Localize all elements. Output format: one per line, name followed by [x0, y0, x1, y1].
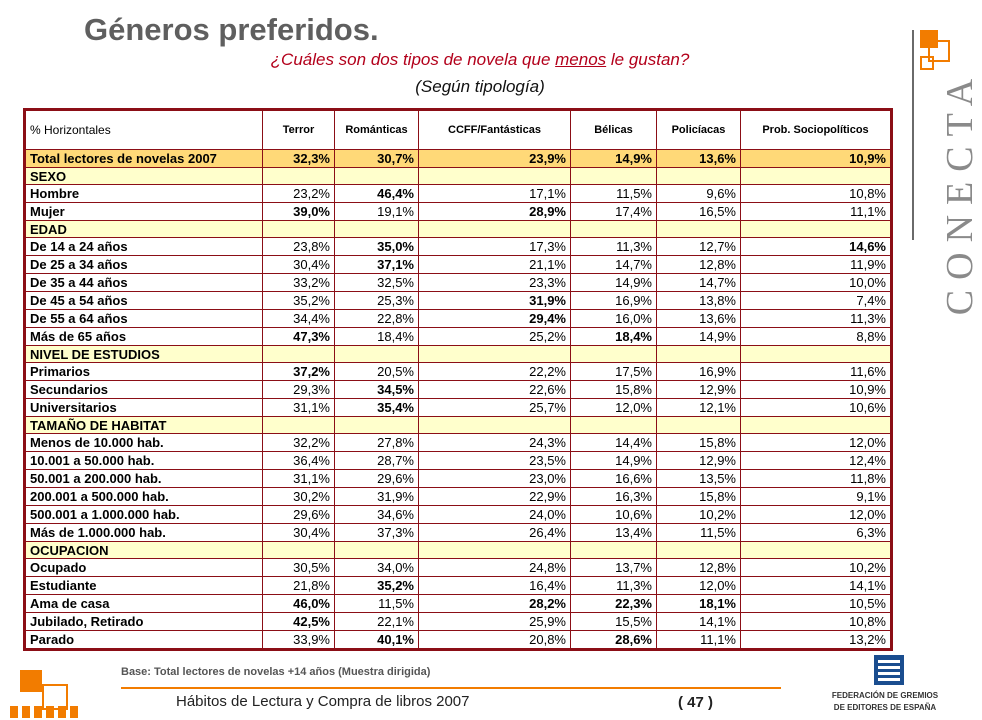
value-cell: 23,5% — [419, 452, 571, 470]
section-label: TAMAÑO DE HABITAT — [25, 417, 263, 434]
table-row — [25, 310, 892, 328]
value-cell: 31,9% — [419, 292, 571, 310]
column-header: CCFF/Fantásticas — [419, 110, 571, 150]
table-row — [25, 328, 892, 346]
section-empty-cell — [657, 346, 741, 363]
value-cell: 25,3% — [335, 292, 419, 310]
value-cell: 14,6% — [741, 238, 892, 256]
value-cell: 10,6% — [571, 506, 657, 524]
value-cell: 28,2% — [419, 595, 571, 613]
value-cell: 13,7% — [571, 559, 657, 577]
value-cell: 12,8% — [657, 559, 741, 577]
section-empty-cell — [335, 168, 419, 185]
value-cell: 47,3% — [263, 328, 335, 346]
value-cell: 33,9% — [263, 631, 335, 650]
value-cell: 17,5% — [571, 363, 657, 381]
value-cell: 46,4% — [335, 185, 419, 203]
value-cell: 17,1% — [419, 185, 571, 203]
value-cell: 27,8% — [335, 434, 419, 452]
value-cell: 17,4% — [571, 203, 657, 221]
table-row — [25, 506, 892, 524]
section-empty-cell — [741, 168, 892, 185]
value-cell: 13,5% — [657, 470, 741, 488]
value-cell: 12,4% — [741, 452, 892, 470]
value-cell: 22,1% — [335, 613, 419, 631]
value-cell: 13,8% — [657, 292, 741, 310]
value-cell: 33,2% — [263, 274, 335, 292]
value-cell: 14,1% — [657, 613, 741, 631]
value-cell: 37,2% — [263, 363, 335, 381]
value-cell: 28,6% — [571, 631, 657, 650]
value-cell: 23,0% — [419, 470, 571, 488]
value-cell: 10,8% — [741, 613, 892, 631]
value-cell: 12,9% — [657, 381, 741, 399]
value-cell: 35,2% — [263, 292, 335, 310]
table-row — [25, 631, 892, 650]
value-cell: 18,4% — [571, 328, 657, 346]
value-cell: 22,3% — [571, 595, 657, 613]
value-cell: 7,4% — [741, 292, 892, 310]
value-cell: 25,9% — [419, 613, 571, 631]
value-cell: 25,7% — [419, 399, 571, 417]
row-label: 10.001 a 50.000 hab. — [25, 452, 263, 470]
row-label: Estudiante — [25, 577, 263, 595]
value-cell: 34,4% — [263, 310, 335, 328]
value-cell: 30,2% — [263, 488, 335, 506]
question-subtitle — [0, 50, 960, 70]
value-cell: 29,3% — [263, 381, 335, 399]
value-cell: 30,4% — [263, 256, 335, 274]
section-empty-cell — [263, 168, 335, 185]
total-row — [25, 150, 892, 168]
section-empty-cell — [419, 417, 571, 434]
value-cell: 12,8% — [657, 256, 741, 274]
value-cell: 12,0% — [571, 399, 657, 417]
value-cell: 28,9% — [419, 203, 571, 221]
table-row — [25, 559, 892, 577]
value-cell: 11,1% — [657, 631, 741, 650]
section-empty-cell — [571, 221, 657, 238]
footer-decoration — [10, 670, 90, 720]
value-cell: 16,9% — [657, 363, 741, 381]
value-cell: 29,6% — [335, 470, 419, 488]
section-empty-cell — [335, 221, 419, 238]
section-empty-cell — [263, 221, 335, 238]
value-cell: 18,1% — [657, 595, 741, 613]
value-cell: 35,2% — [335, 577, 419, 595]
value-cell: 24,3% — [419, 434, 571, 452]
value-cell: 9,6% — [657, 185, 741, 203]
value-cell: 14,9% — [571, 150, 657, 168]
value-cell: 30,4% — [263, 524, 335, 542]
value-cell: 20,5% — [335, 363, 419, 381]
value-cell: 10,5% — [741, 595, 892, 613]
value-cell: 37,1% — [335, 256, 419, 274]
value-cell: 10,6% — [741, 399, 892, 417]
typology-subtitle: (Según tipología) — [415, 77, 545, 96]
value-cell: 46,0% — [263, 595, 335, 613]
value-cell: 13,4% — [571, 524, 657, 542]
value-cell: 11,9% — [741, 256, 892, 274]
column-header: Románticas — [335, 110, 419, 150]
value-cell: 12,0% — [741, 506, 892, 524]
value-cell: 37,3% — [335, 524, 419, 542]
section-row — [25, 346, 892, 363]
table-row — [25, 274, 892, 292]
table-row — [25, 577, 892, 595]
section-empty-cell — [419, 168, 571, 185]
row-label: 200.001 a 500.000 hab. — [25, 488, 263, 506]
value-cell: 30,5% — [263, 559, 335, 577]
value-cell: 14,4% — [571, 434, 657, 452]
value-cell: 22,9% — [419, 488, 571, 506]
federation-name-line2: DE EDITORES DE ESPAÑA — [833, 703, 937, 712]
section-empty-cell — [741, 221, 892, 238]
value-cell: 14,9% — [657, 328, 741, 346]
conecta-logo — [910, 30, 981, 330]
section-empty-cell — [571, 417, 657, 434]
section-empty-cell — [335, 542, 419, 559]
logo-small-square-icon — [920, 56, 934, 70]
value-cell: 28,7% — [335, 452, 419, 470]
footer-divider — [121, 687, 781, 689]
row-label: De 55 a 64 años — [25, 310, 263, 328]
section-empty-cell — [657, 417, 741, 434]
footer-dashes-icon — [10, 706, 80, 718]
section-row — [25, 417, 892, 434]
footer-orange-square-icon — [20, 670, 42, 692]
table-row — [25, 524, 892, 542]
section-row — [25, 542, 892, 559]
section-empty-cell — [657, 221, 741, 238]
section-empty-cell — [571, 346, 657, 363]
value-cell: 13,2% — [741, 631, 892, 650]
value-cell: 9,1% — [741, 488, 892, 506]
value-cell: 13,6% — [657, 150, 741, 168]
value-cell: 15,8% — [657, 434, 741, 452]
table-row — [25, 488, 892, 506]
section-empty-cell — [335, 417, 419, 434]
section-empty-cell — [419, 346, 571, 363]
footer-report-title: Hábitos de Lectura y Compra de libros 2007 — [176, 693, 470, 710]
column-header: Prob. Sociopolíticos — [741, 110, 892, 150]
table-row — [25, 434, 892, 452]
section-empty-cell — [741, 542, 892, 559]
value-cell: 14,9% — [571, 274, 657, 292]
table-row — [25, 613, 892, 631]
value-cell: 19,1% — [335, 203, 419, 221]
table-row — [25, 238, 892, 256]
header-label-cell: % Horizontales — [25, 110, 263, 150]
value-cell: 39,0% — [263, 203, 335, 221]
row-label: 50.001 a 200.000 hab. — [25, 470, 263, 488]
value-cell: 17,3% — [419, 238, 571, 256]
section-label: EDAD — [25, 221, 263, 238]
table-row — [25, 381, 892, 399]
value-cell: 18,4% — [335, 328, 419, 346]
value-cell: 10,2% — [657, 506, 741, 524]
value-cell: 11,5% — [571, 185, 657, 203]
section-empty-cell — [419, 221, 571, 238]
value-cell: 34,6% — [335, 506, 419, 524]
value-cell: 10,0% — [741, 274, 892, 292]
value-cell: 31,9% — [335, 488, 419, 506]
row-label: De 25 a 34 años — [25, 256, 263, 274]
value-cell: 13,6% — [657, 310, 741, 328]
table-row — [25, 595, 892, 613]
value-cell: 11,3% — [571, 577, 657, 595]
section-empty-cell — [263, 417, 335, 434]
value-cell: 14,7% — [657, 274, 741, 292]
section-empty-cell — [419, 542, 571, 559]
logo-divider-line — [912, 30, 914, 240]
column-header: Policíacas — [657, 110, 741, 150]
value-cell: 30,7% — [335, 150, 419, 168]
row-label: Universitarios — [25, 399, 263, 417]
row-label: Ocupado — [25, 559, 263, 577]
value-cell: 26,4% — [419, 524, 571, 542]
value-cell: 21,8% — [263, 577, 335, 595]
value-cell: 12,9% — [657, 452, 741, 470]
value-cell: 10,8% — [741, 185, 892, 203]
federation-name-line1: FEDERACIÓN DE GREMIOS — [831, 691, 939, 700]
value-cell: 22,6% — [419, 381, 571, 399]
value-cell: 12,1% — [657, 399, 741, 417]
value-cell: 16,9% — [571, 292, 657, 310]
value-cell: 11,5% — [657, 524, 741, 542]
table-header-row — [25, 110, 892, 150]
value-cell: 23,3% — [419, 274, 571, 292]
value-cell: 11,5% — [335, 595, 419, 613]
section-empty-cell — [335, 346, 419, 363]
row-label: Hombre — [25, 185, 263, 203]
page-number: ( 47 ) — [678, 694, 714, 711]
row-label: De 35 a 44 años — [25, 274, 263, 292]
row-label: Jubilado, Retirado — [25, 613, 263, 631]
section-empty-cell — [657, 168, 741, 185]
value-cell: 6,3% — [741, 524, 892, 542]
row-label: Menos de 10.000 hab. — [25, 434, 263, 452]
value-cell: 24,8% — [419, 559, 571, 577]
value-cell: 15,8% — [657, 488, 741, 506]
value-cell: 31,1% — [263, 399, 335, 417]
value-cell: 11,3% — [571, 238, 657, 256]
value-cell: 35,0% — [335, 238, 419, 256]
table-row — [25, 470, 892, 488]
table-row — [25, 256, 892, 274]
value-cell: 29,4% — [419, 310, 571, 328]
base-note: Base: Total lectores de novelas +14 años (Muestra dirigida) — [121, 666, 431, 678]
value-cell: 14,9% — [571, 452, 657, 470]
subtitle-underlined-word: menos — [555, 50, 607, 69]
section-empty-cell — [657, 542, 741, 559]
value-cell: 32,2% — [263, 434, 335, 452]
value-cell: 16,0% — [571, 310, 657, 328]
section-empty-cell — [741, 417, 892, 434]
table-row — [25, 292, 892, 310]
federation-logo — [810, 655, 960, 715]
value-cell: 15,5% — [571, 613, 657, 631]
value-cell: 16,6% — [571, 470, 657, 488]
row-label: Más de 1.000.000 hab. — [25, 524, 263, 542]
row-label: De 14 a 24 años — [25, 238, 263, 256]
value-cell: 24,0% — [419, 506, 571, 524]
section-label: OCUPACION — [25, 542, 263, 559]
value-cell: 31,1% — [263, 470, 335, 488]
value-cell: 22,8% — [335, 310, 419, 328]
value-cell: 16,5% — [657, 203, 741, 221]
value-cell: 11,3% — [741, 310, 892, 328]
value-cell: 35,4% — [335, 399, 419, 417]
value-cell: 15,8% — [571, 381, 657, 399]
page-title: Géneros preferidos. — [84, 12, 379, 47]
section-row — [25, 168, 892, 185]
value-cell: 29,6% — [263, 506, 335, 524]
section-label: SEXO — [25, 168, 263, 185]
value-cell: 8,8% — [741, 328, 892, 346]
value-cell: 11,8% — [741, 470, 892, 488]
value-cell: 34,5% — [335, 381, 419, 399]
value-cell: 32,5% — [335, 274, 419, 292]
table-row — [25, 452, 892, 470]
row-label: Total lectores de novelas 2007 — [25, 150, 263, 168]
value-cell: 16,4% — [419, 577, 571, 595]
section-empty-cell — [263, 542, 335, 559]
section-row — [25, 221, 892, 238]
value-cell: 32,3% — [263, 150, 335, 168]
value-cell: 10,2% — [741, 559, 892, 577]
section-empty-cell — [571, 542, 657, 559]
section-empty-cell — [263, 346, 335, 363]
table-row — [25, 203, 892, 221]
value-cell: 10,9% — [741, 381, 892, 399]
value-cell: 25,2% — [419, 328, 571, 346]
section-empty-cell — [571, 168, 657, 185]
value-cell: 11,6% — [741, 363, 892, 381]
row-label: Ama de casa — [25, 595, 263, 613]
value-cell: 11,1% — [741, 203, 892, 221]
row-label: Mujer — [25, 203, 263, 221]
table-row — [25, 399, 892, 417]
row-label: De 45 a 54 años — [25, 292, 263, 310]
value-cell: 23,9% — [419, 150, 571, 168]
value-cell: 23,8% — [263, 238, 335, 256]
value-cell: 12,7% — [657, 238, 741, 256]
conecta-wordmark: CONECTA — [939, 68, 981, 316]
subtitle-text-after: le gustan? — [606, 50, 690, 69]
row-label: 500.001 a 1.000.000 hab. — [25, 506, 263, 524]
value-cell: 10,9% — [741, 150, 892, 168]
genre-preferences-table — [23, 108, 893, 651]
value-cell: 23,2% — [263, 185, 335, 203]
row-label: Más de 65 años — [25, 328, 263, 346]
table-row — [25, 185, 892, 203]
section-empty-cell — [741, 346, 892, 363]
value-cell: 42,5% — [263, 613, 335, 631]
subtitle-text-before: ¿Cuáles son dos tipos de novela que — [270, 50, 556, 69]
federation-emblem-icon — [874, 655, 904, 685]
value-cell: 12,0% — [741, 434, 892, 452]
row-label: Parado — [25, 631, 263, 650]
row-label: Primarios — [25, 363, 263, 381]
value-cell: 22,2% — [419, 363, 571, 381]
value-cell: 36,4% — [263, 452, 335, 470]
table-row — [25, 363, 892, 381]
column-header: Bélicas — [571, 110, 657, 150]
value-cell: 14,1% — [741, 577, 892, 595]
value-cell: 34,0% — [335, 559, 419, 577]
value-cell: 20,8% — [419, 631, 571, 650]
value-cell: 14,7% — [571, 256, 657, 274]
value-cell: 21,1% — [419, 256, 571, 274]
row-label: Secundarios — [25, 381, 263, 399]
value-cell: 12,0% — [657, 577, 741, 595]
value-cell: 16,3% — [571, 488, 657, 506]
table-body — [25, 150, 892, 650]
section-label: NIVEL DE ESTUDIOS — [25, 346, 263, 363]
column-header: Terror — [263, 110, 335, 150]
value-cell: 40,1% — [335, 631, 419, 650]
